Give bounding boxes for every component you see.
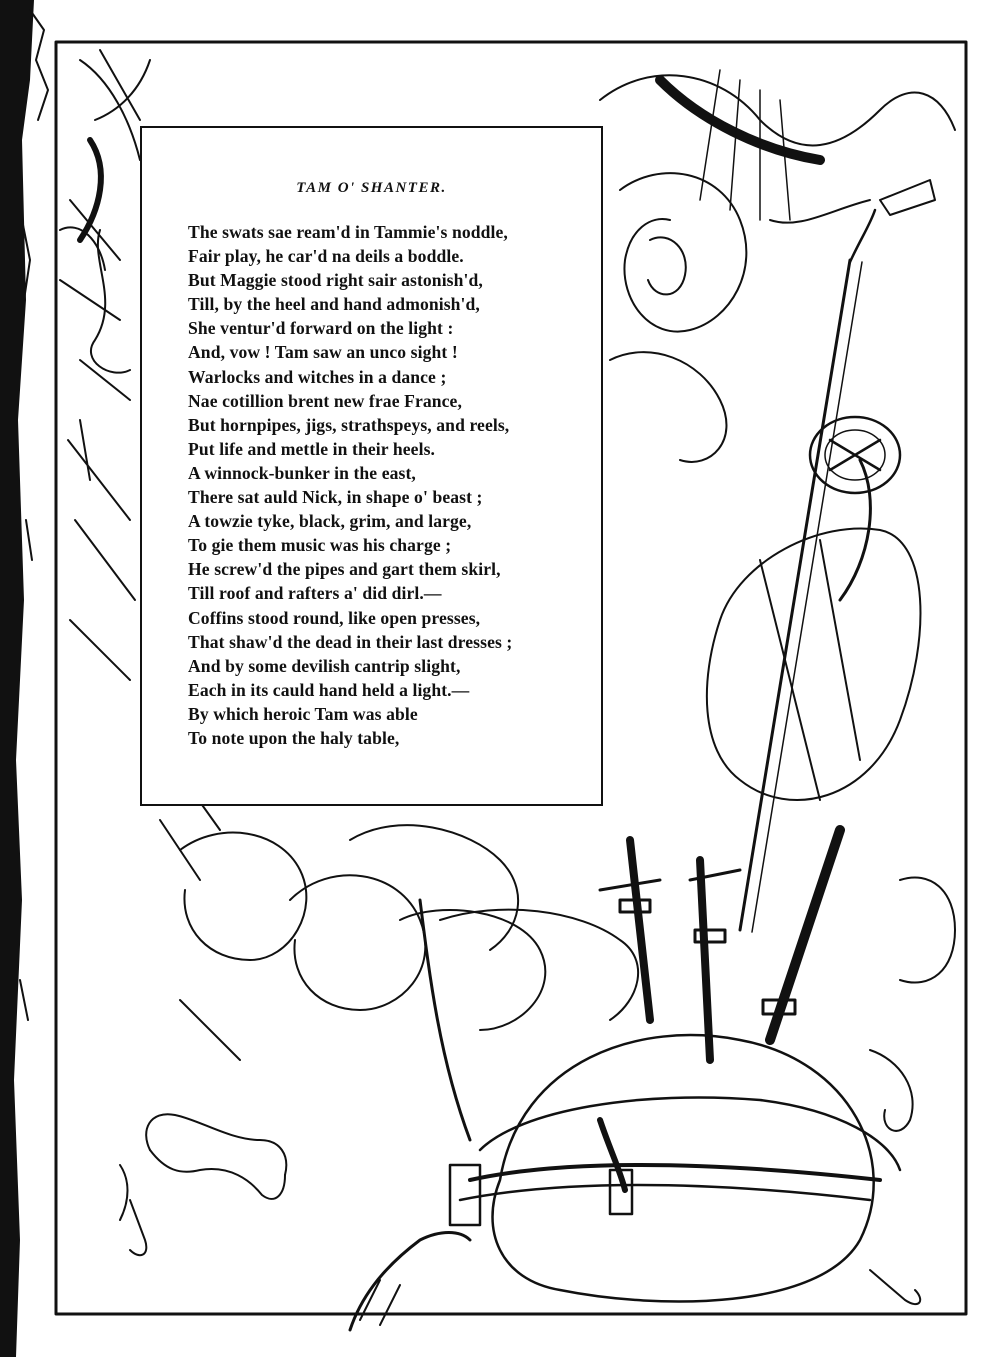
top-right-flowers (600, 70, 955, 462)
poem-line: A towzie tyke, black, grim, and large, (188, 511, 472, 532)
poem-line: She ventur'd forward on the light : (188, 318, 454, 339)
poem-line: And, vow ! Tam saw an unco sight ! (188, 342, 458, 363)
right-ribbons (870, 877, 955, 1304)
tartan-bag (707, 528, 921, 800)
poem-line: Fair play, he car'd na deils a boddle. (188, 246, 464, 267)
poem-line: That shaw'd the dead in their last dresses ; (188, 631, 513, 652)
poem-line: He screw'd the pipes and gart them skirl, (188, 559, 501, 580)
poem-line: But hornpipes, jigs, strathspeys, and reels, (188, 414, 510, 435)
poem-line: There sat auld Nick, in shape o' beast ; (188, 487, 483, 508)
poem-line: To gie them music was his charge ; (188, 535, 452, 556)
poem-line: To note upon the haly table, (188, 727, 400, 748)
poem-title: TAM O' SHANTER. (296, 180, 447, 196)
poem-lines (188, 220, 598, 750)
poem-line: Till roof and rafters a' did dirl.— (188, 583, 442, 604)
poem-line: Each in its cauld hand held a light.— (188, 679, 470, 700)
poem-line: Put life and mettle in their heels. (188, 438, 436, 459)
poem-line: A winnock-bunker in the east, (188, 462, 416, 483)
ribbon-scroll (120, 1114, 286, 1255)
poem-line: The swats sae ream'd in Tammie's noddle, (188, 222, 508, 242)
page-edge-shadow (0, 0, 48, 1357)
bagpipe-drones (600, 830, 840, 1060)
poem-line: But Maggie stood right sair astonish'd, (188, 270, 483, 291)
poem-line: Till, by the heel and hand admonish'd, (188, 294, 480, 315)
poem-line: Coffins stood round, like open presses, (188, 607, 481, 628)
sword (740, 210, 900, 932)
poem-line: Nae cotillion brent new frae France, (188, 390, 462, 411)
poem-line: Warlocks and witches in a dance ; (188, 366, 447, 387)
bottom-center-flowers (160, 760, 638, 1140)
poem-line: By which heroic Tam was able (188, 703, 418, 724)
top-left-foliage (60, 50, 150, 680)
bagpipe-bag (450, 1035, 900, 1301)
poem-panel (140, 126, 603, 806)
poem-line: And by some devilish cantrip slight, (188, 655, 461, 676)
